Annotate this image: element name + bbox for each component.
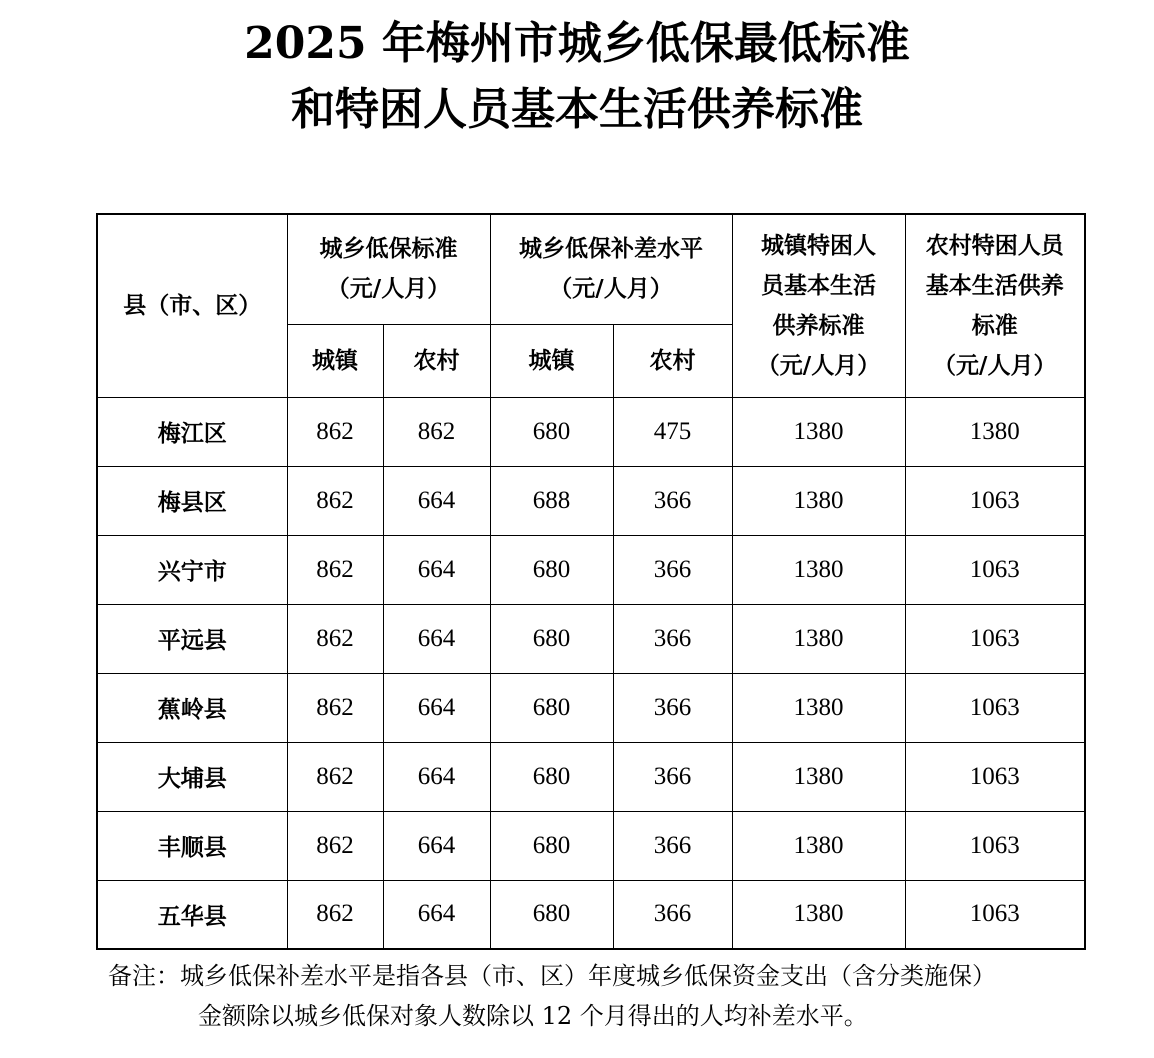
table-row — [97, 397, 1085, 466]
standard-urban-cell: 862 — [287, 466, 383, 535]
header-urban-special-hardship — [732, 214, 905, 397]
header-urban-special-hardship-line-4: （元/人月） — [756, 352, 881, 379]
standard-urban-cell: 862 — [287, 880, 383, 949]
rural-special-hardship-cell: 1063 — [905, 466, 1085, 535]
header-row-1 — [97, 214, 1085, 324]
header-subsistence-standard-title: 城乡低保标准 — [319, 236, 458, 263]
subsidy-rural-cell: 366 — [613, 466, 732, 535]
subsidy-urban-cell: 680 — [490, 604, 613, 673]
subsidy-rural-cell: 366 — [613, 673, 732, 742]
standard-urban-cell: 862 — [287, 397, 383, 466]
footnote-line-1: 城乡低保补差水平是指各县（市、区）年度城乡低保资金支出（含分类施保） — [180, 962, 996, 990]
header-county: 县（市、区） — [97, 214, 287, 397]
header-rural-special-hardship-line-1: 农村特困人员 — [925, 232, 1064, 259]
standard-rural-cell: 664 — [383, 811, 490, 880]
document-title-line-2: 和特困人员基本生活供养标准 — [291, 84, 863, 135]
document-title-line-1: 2025 年梅州市城乡低保最低标准 — [244, 18, 910, 69]
rural-special-hardship-cell: 1063 — [905, 673, 1085, 742]
header-subsidy-level — [490, 214, 732, 324]
rural-special-hardship-cell: 1063 — [905, 811, 1085, 880]
table-row — [97, 466, 1085, 535]
table-row — [97, 535, 1085, 604]
header-urban-special-hardship-line-2: 员基本生活 — [761, 272, 876, 299]
subsidy-rural-cell: 366 — [613, 604, 732, 673]
standard-urban-cell: 862 — [287, 811, 383, 880]
header-standard-rural: 农村 — [383, 324, 490, 397]
rural-special-hardship-cell: 1063 — [905, 880, 1085, 949]
standard-rural-cell: 664 — [383, 880, 490, 949]
county-cell: 大埔县 — [97, 742, 287, 811]
subsidy-urban-cell: 680 — [490, 535, 613, 604]
table-row — [97, 742, 1085, 811]
table-row — [97, 673, 1085, 742]
county-cell: 梅江区 — [97, 397, 287, 466]
subsidy-urban-cell: 680 — [490, 742, 613, 811]
rural-special-hardship-cell: 1063 — [905, 742, 1085, 811]
header-subsidy-rural: 农村 — [613, 324, 732, 397]
urban-special-hardship-cell: 1380 — [732, 604, 905, 673]
urban-special-hardship-cell: 1380 — [732, 880, 905, 949]
subsidy-urban-cell: 680 — [490, 880, 613, 949]
subsidy-urban-cell: 680 — [490, 811, 613, 880]
rural-special-hardship-cell: 1380 — [905, 397, 1085, 466]
standard-urban-cell: 862 — [287, 604, 383, 673]
table-row — [97, 604, 1085, 673]
standard-urban-cell: 862 — [287, 535, 383, 604]
subsidy-rural-cell: 366 — [613, 811, 732, 880]
footnote-label: 备注： — [108, 962, 180, 990]
county-cell: 梅县区 — [97, 466, 287, 535]
footnote — [108, 956, 1108, 1036]
subsidy-urban-cell: 680 — [490, 397, 613, 466]
county-cell: 五华县 — [97, 880, 287, 949]
urban-special-hardship-cell: 1380 — [732, 673, 905, 742]
standard-rural-cell: 862 — [383, 397, 490, 466]
subsidy-rural-cell: 475 — [613, 397, 732, 466]
header-rural-special-hardship-line-3: 标准 — [971, 312, 1018, 339]
header-urban-special-hardship-line-3: 供养标准 — [772, 312, 865, 339]
header-subsidy-level-title: 城乡低保补差水平 — [519, 236, 703, 263]
urban-special-hardship-cell: 1380 — [732, 535, 905, 604]
urban-special-hardship-cell: 1380 — [732, 742, 905, 811]
standard-rural-cell: 664 — [383, 673, 490, 742]
header-subsidy-level-unit: （元/人月） — [549, 276, 673, 303]
table-row — [97, 811, 1085, 880]
subsidy-rural-cell: 366 — [613, 742, 732, 811]
subsidy-rural-cell: 366 — [613, 535, 732, 604]
standard-rural-cell: 664 — [383, 604, 490, 673]
subsidy-urban-cell: 688 — [490, 466, 613, 535]
header-subsidy-urban: 城镇 — [490, 324, 613, 397]
urban-special-hardship-cell: 1380 — [732, 397, 905, 466]
header-subsistence-standard-unit: （元/人月） — [326, 276, 451, 303]
subsidy-urban-cell: 680 — [490, 673, 613, 742]
county-cell: 兴宁市 — [97, 535, 287, 604]
footnote-line-2: 金额除以城乡低保对象人数除以 12 个月得出的人均补差水平。 — [198, 1002, 868, 1030]
header-rural-special-hardship-line-2: 基本生活供养 — [925, 272, 1064, 299]
header-urban-special-hardship-line-1: 城镇特困人 — [761, 232, 876, 259]
standards-table — [96, 213, 1086, 950]
standard-urban-cell: 862 — [287, 742, 383, 811]
standard-rural-cell: 664 — [383, 742, 490, 811]
header-rural-special-hardship-line-4: （元/人月） — [933, 352, 1057, 379]
header-rural-special-hardship — [905, 214, 1085, 397]
county-cell: 平远县 — [97, 604, 287, 673]
rural-special-hardship-cell: 1063 — [905, 535, 1085, 604]
rural-special-hardship-cell: 1063 — [905, 604, 1085, 673]
subsidy-rural-cell: 366 — [613, 880, 732, 949]
county-cell: 蕉岭县 — [97, 673, 287, 742]
header-subsistence-standard — [287, 214, 490, 324]
standard-rural-cell: 664 — [383, 466, 490, 535]
table-row — [97, 880, 1085, 949]
standard-rural-cell: 664 — [383, 535, 490, 604]
standard-urban-cell: 862 — [287, 673, 383, 742]
county-cell: 丰顺县 — [97, 811, 287, 880]
header-standard-urban: 城镇 — [287, 324, 383, 397]
urban-special-hardship-cell: 1380 — [732, 811, 905, 880]
urban-special-hardship-cell: 1380 — [732, 466, 905, 535]
